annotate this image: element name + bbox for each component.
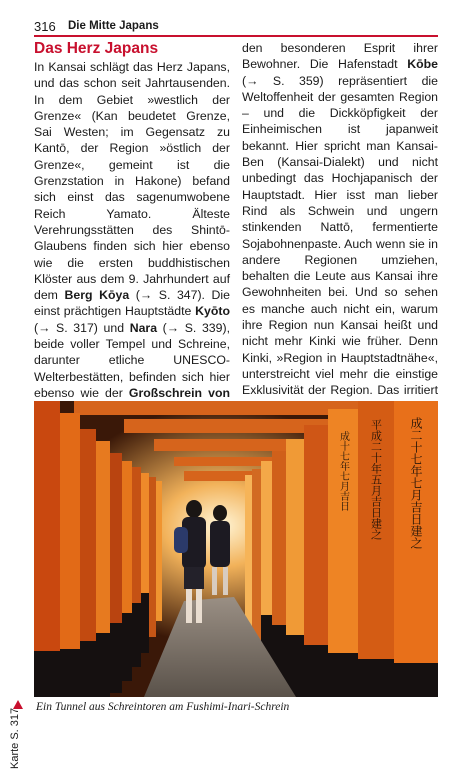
- photo-fushimi-inari: [34, 401, 438, 697]
- text: den besonderen Esprit ihrer Bewohner. Die Hafenstadt: [242, 41, 438, 72]
- map-reference-label: Karte S. 317: [9, 707, 21, 769]
- text: (→ S. 339), beide voller Tempel und Schreine, darunter etliche UNESCO-Welterbestätten, befinden sich hier ebenso wie der: [34, 320, 230, 400]
- place-kobe: Kōbe: [407, 57, 438, 72]
- paragraph-intro: [34, 59, 230, 450]
- photo-caption: Ein Tunnel aus Schreintoren am Fushimi-Inari-Schrein: [36, 701, 290, 713]
- torii-tunnel-illustration: [34, 401, 438, 697]
- place-kyoto: Kyōto: [195, 304, 230, 319]
- gate-inscription: 成十七年七月吉日: [337, 431, 349, 511]
- place-nara: Nara: [129, 320, 158, 335]
- running-header: [34, 18, 438, 36]
- article-body: [34, 40, 438, 400]
- gate-inscription: 平成二十年五月吉日建之: [369, 419, 383, 540]
- place-berg-koya: Berg Kōya: [64, 288, 130, 303]
- page-number: 316: [34, 19, 56, 34]
- header-rule: [34, 35, 438, 37]
- place-ise: Großschrein von: [128, 385, 230, 400]
- text: (→ S. 359) repräsentiert die Weltoffenheit der gesamten Region – und die Dickköpfigkeit der Einheimischen ist japanweit bekannt. Hier spricht man Kansai-Ben (Kansai-Dialekt) und nicht unbedingt das Hochjapanisch der Hauptstadt. Hier isst man lieber Rind als Schwein und ungern stinkenden Nattō, fermentierte Sojabohnenpaste. Auch wenn sie in andere Regionen umziehen, behalten die Leute aus Kansai ihre Gewohnheiten bei. Und so sehen es manche auch nicht ein, warum ihre Region nun Kansai heißt und nicht mehr Kinki wie früher. Denn Kinki, »Region in Hauptstadtnähe«, unterstreicht viel mehr die einstige Exklusivität der Region. Das irritiert: [242, 73, 438, 398]
- gate-inscription: 成二十七年七月吉日建之: [409, 417, 423, 549]
- article-title: Das Herz Japans: [34, 40, 159, 57]
- text: (→ S. 317) und: [34, 320, 130, 335]
- section-name: Die Mitte Japans: [68, 20, 159, 32]
- text: (→ S. 347). Die einst prächtigen Hauptstädte: [34, 288, 230, 319]
- map-reference[interactable]: [10, 702, 24, 772]
- text: In Kansai schlägt das Herz Japans, und das schon seit Jahrtausenden. In dem Gebiet »westlich der Grenze« (Kan beudetet Grenze, Sai Westen; im Gegensatz zu Kantō, der Region »östlich der Grenze«, gemeint ist die Grenzstation in Hakone) befand sich einst das sagenumwobene Reich Yamato. Älteste Verehrungsstätten des Shintō-Glaubens finden sich hier ebenso wie die ersten buddhistischen Klöster aus dem 9. Jahrhundert auf dem: [34, 60, 230, 303]
